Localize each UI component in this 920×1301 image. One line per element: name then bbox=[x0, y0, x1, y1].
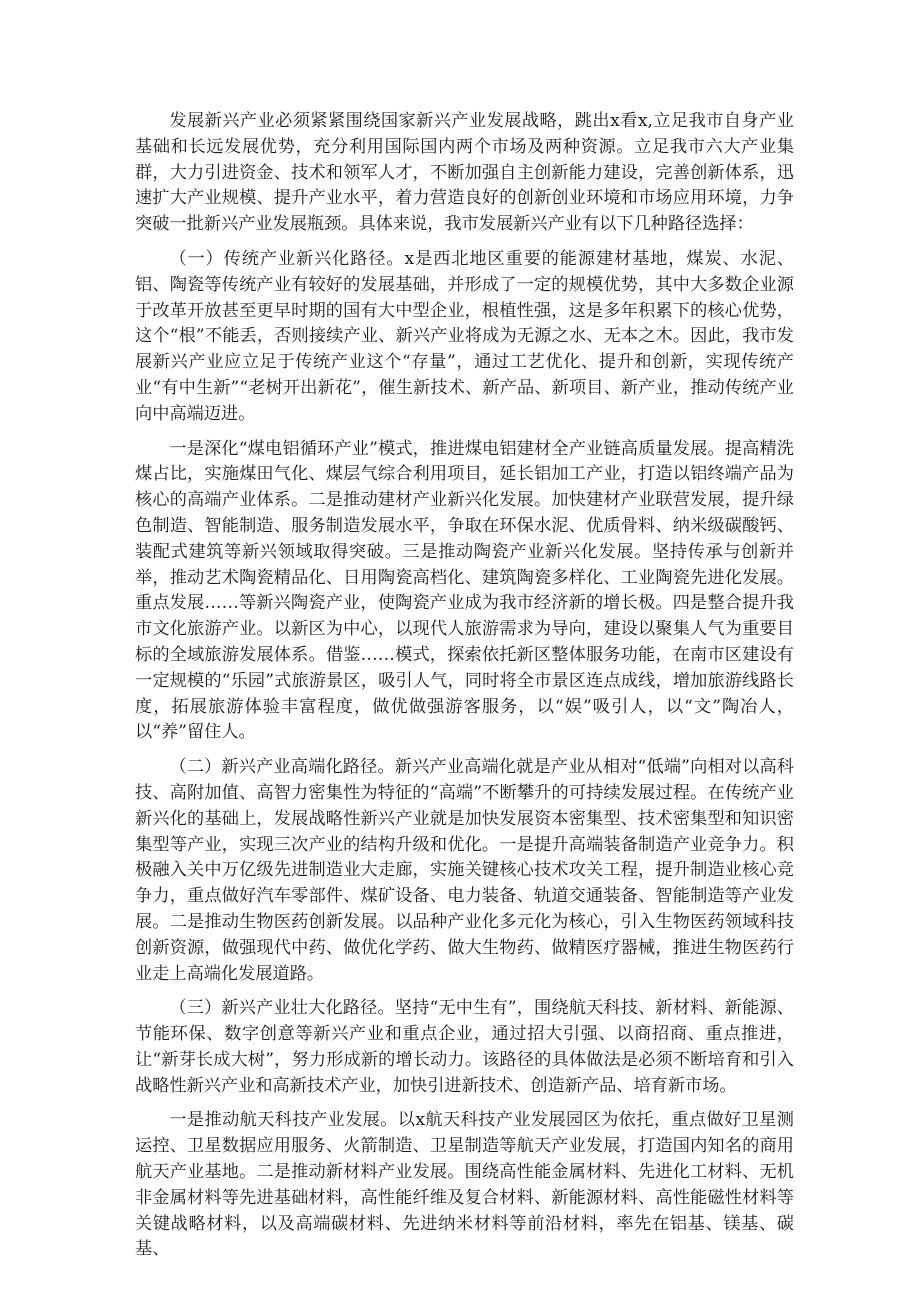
section-3-paragraph: （三）新兴产业壮大化路径。坚持“无中生有”，围绕航天科技、新材料、新能源、节能环保、数字创意等新兴产业和重点企业，通过招大引强、以商招商、重点推进，让“新芽长成大树”，努力形成新的增长动力。该路径的具体做法是必须不断培育和引入战略性新兴产业和高新技术产业，加快引进新技术、创造新产品、培育新市场。 bbox=[135, 998, 794, 1096]
section-1-details-paragraph: 一是深化“煤电铝循环产业”模式，推进煤电铝建材全产业链高质量发展。提高精洗煤占比，实施煤田气化、煤层气综合利用项目，延长铝加工产业，打造以铝终端产品为核心的高端产业体系。二是推动建材产业新兴化发展。加快建材产业联营发展，提升绿色制造、智能制造、服务制造发展水平，争取在环保水泥、优质骨料、纳米级碳酸钙、装配式建筑等新兴领域取得突破。三是推动陶瓷产业新兴化发展。坚持传承与创新并举，推动艺术陶瓷精品化、日用陶瓷高档化、建筑陶瓷多样化、工业陶瓷先进化发展。重点发展……等新兴陶瓷产业，使陶瓷产业成为我市经济新的增长极。四是整合提升我市文化旅游产业。以新区为中心，以现代人旅游需求为导向，建设以聚集人气为重要目标的全域旅游发展体系。借鉴……模式，探索依托新区整体服务功能，在南市区建设有一定规模的“乐园”式旅游景区，吸引人气，同时将全市景区连点成线，增加旅游线路长度，拓展旅游体验丰富程度，做优做强游客服务，以“娱”吸引人，以“文”陶冶人，以“养”留住人。 bbox=[135, 438, 794, 743]
intro-paragraph: 发展新兴产业必须紧紧围绕国家新兴产业发展战略，跳出x看x,立足我市自身产业基础和长远发展优势，充分利用国际国内两个市场及两种资源。立足我市六大产业集群，大力引进资金、技术和领军人才，不断加强自主创新能力建设，完善创新体系，迅速扩大产业规模、提升产业水平，着力营造良好的创新创业环境和市场应用环境，力争突破一批新兴产业发展瓶颈。具体来说，我市发展新兴产业有以下几种路径选择： bbox=[135, 111, 794, 235]
document-body bbox=[135, 109, 794, 1272]
section-2-paragraph: （二）新兴产业高端化路径。新兴产业高端化就是产业从相对“低端”向相对以高科技、高附加值、高智力密集性为特征的“高端”不断攀升的可持续发展过程。在传统产业新兴化的基础上，发展战略性新兴产业就是加快发展资本密集型、技术密集型和知识密集型等产业，实现三次产业的结构升级和优化。一是提升高端装备制造产业竞争力。积极融入关中万亿级先进制造业大走廊，实施关键核心技术攻关工程，提升制造业核心竞争力，重点做好汽车零部件、煤矿设备、电力装备、轨道交通装备、智能制造等产业发展。二是推动生物医药创新发展。以品种产业化多元化为核心，引入生物医药领域科技创新资源，做强现代中药、做优化学药、做大生物药、做精医疗器械，推进生物医药行业走上高端化发展道路。 bbox=[135, 757, 794, 984]
section-1-paragraph: （一）传统产业新兴化路径。x是西北地区重要的能源建材基地，煤炭、水泥、铝、陶瓷等传统产业有较好的发展基础，并形成了一定的规模优势，其中大多数企业源于改革开放甚至更早时期的国有大中型企业，根植性强，这是多年积累下的核心优势，这个“根”不能丢，否则接续产业、新兴产业将成为无源之水、无本之木。因此，我市发展新兴产业应立足于传统产业这个“存量”，通过工艺优化、提升和创新，实现传统产业“有中生新”“老树开出新花”，催生新技术、新产品、新项目、新产业，推动传统产业向中高端迈进。 bbox=[135, 248, 794, 424]
section-3-details-paragraph: 一是推动航天科技产业发展。以x航天科技产业发展园区为依托，重点做好卫星测运控、卫星数据应用服务、火箭制造、卫星制造等航天产业发展，打造国内知名的商用航天产业基地。二是推动新材料产业发展。围绕高性能金属材料、先进化工材料、无机非金属材料等先进基础材料，高性能纤维及复合材料、新能源材料、高性能磁性材料等关键战略材料，以及高端碳材料、先进纳米材料等前沿材料，率先在铝基、镁基、碳基、 bbox=[135, 1110, 794, 1260]
